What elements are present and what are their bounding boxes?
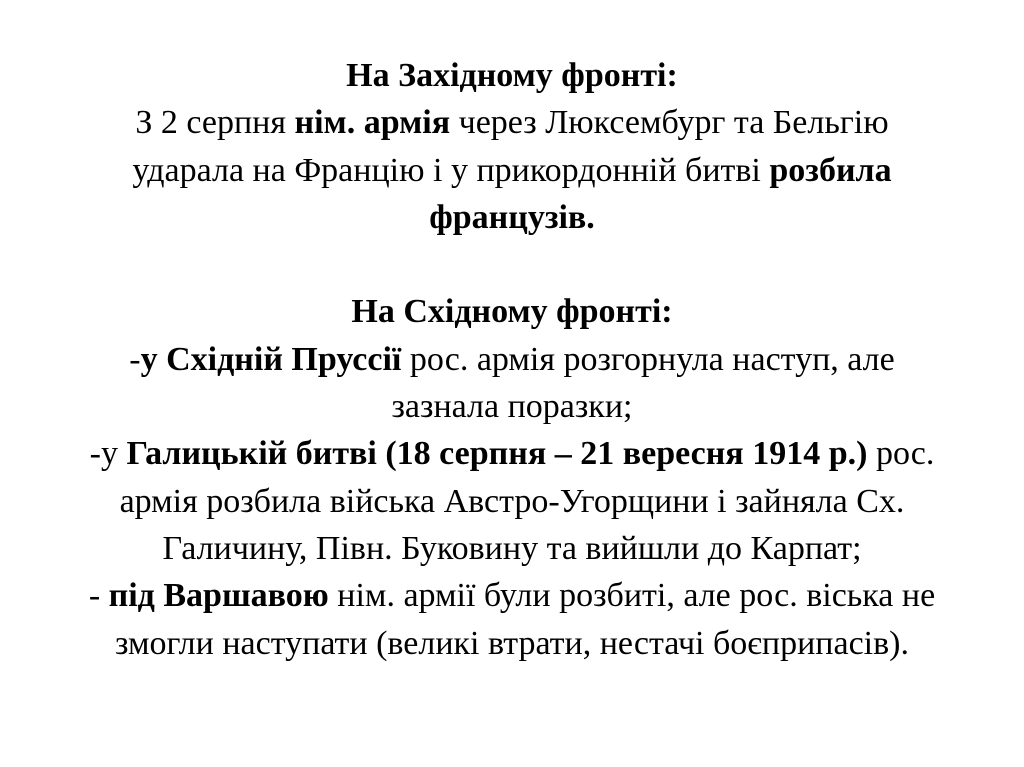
western-front-line-3: французів.: [429, 198, 595, 236]
eastern-front-line-3: -у Галицькій битві (18 серпня – 21 вересня 1914 р.) рос.: [89, 435, 935, 473]
western-front-line-2: ударала на Францію і у прикордонній битві розбила: [132, 151, 892, 189]
eastern-front-line-7: змогли наступати (великі втрати, нестачі боєприпасів).: [115, 624, 909, 662]
eastern-front-line-1: -у Східній Пруссії рос. армія розгорнула наступ, але: [129, 340, 895, 378]
eastern-front-line-5: Галичину, Півн. Буковину та вийшли до Карпат;: [162, 529, 862, 567]
slide-content: [0, 52, 1024, 667]
eastern-front-line-2: зазнала поразки;: [391, 388, 633, 426]
eastern-front-line-4: армія розбила війська Австро-Угорщини і зайняла Сх.: [119, 482, 905, 520]
western-front-heading: На Західному фронті:: [346, 57, 678, 94]
western-front-line-1: З 2 серпня нім. армія через Люксембург та Бельгію: [135, 104, 889, 142]
eastern-front-heading: На Східному фронті:: [351, 293, 673, 331]
paragraph-spacer: [0, 241, 1024, 288]
eastern-front-line-6: - під Варшавою нім. армії були розбиті, але рос. віська не: [88, 577, 936, 615]
